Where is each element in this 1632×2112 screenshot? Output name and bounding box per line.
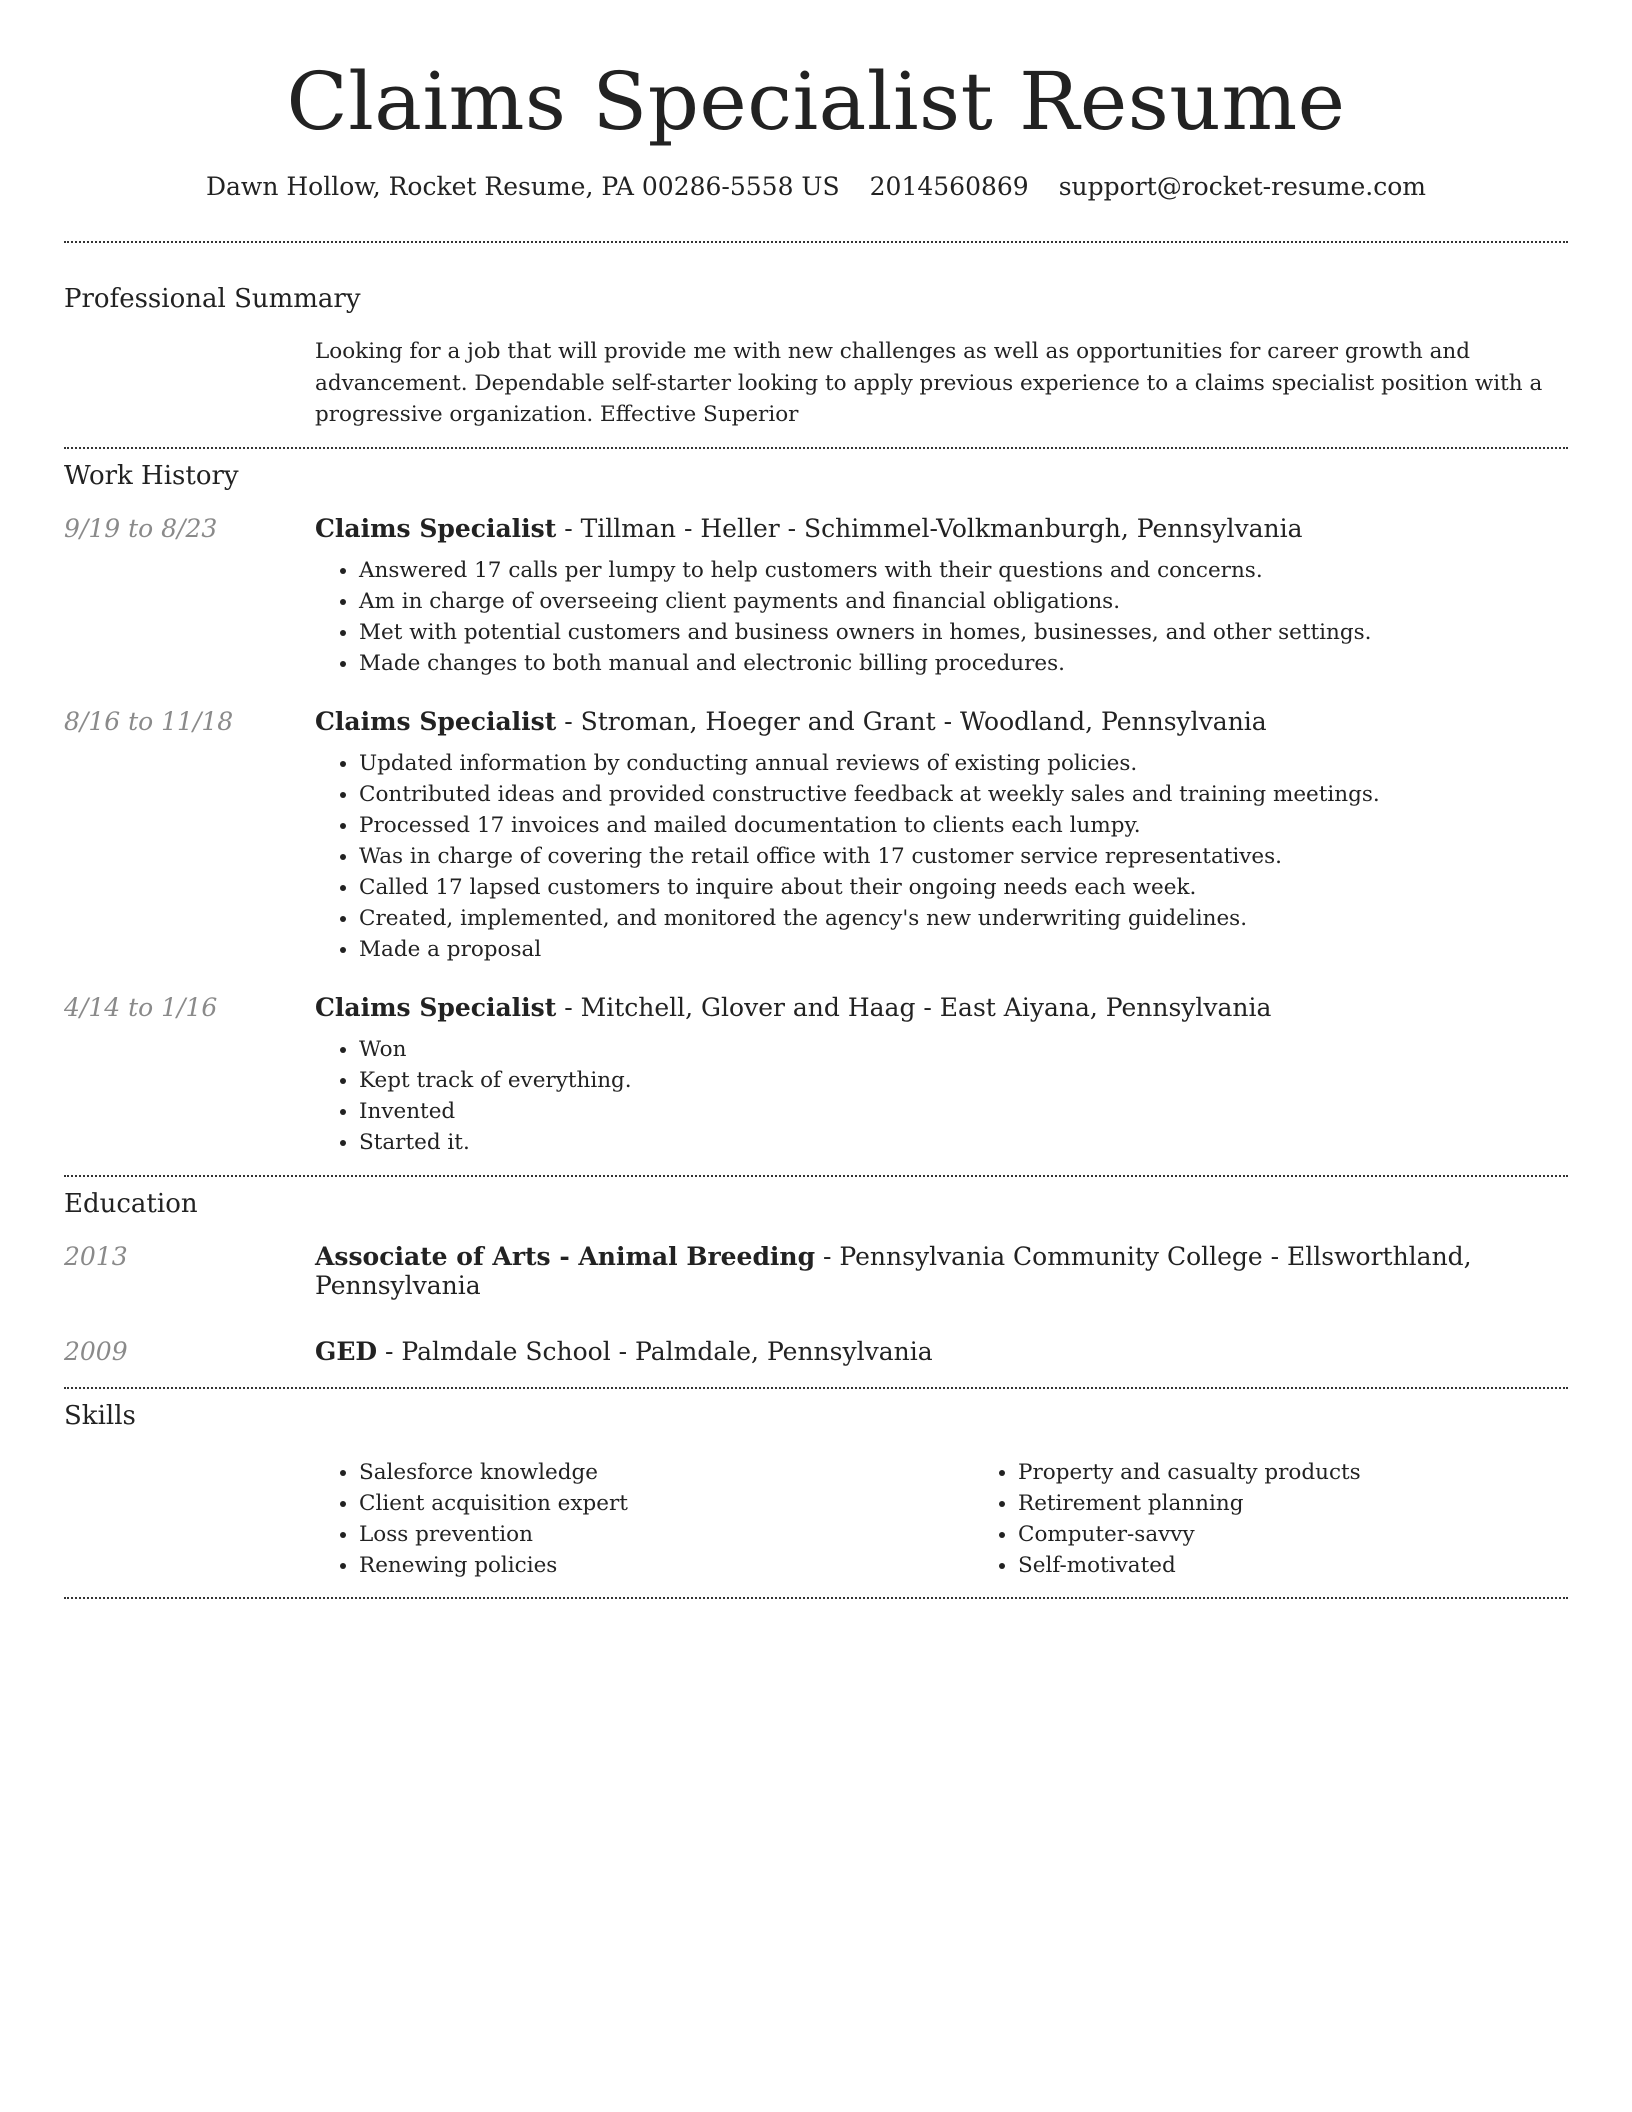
- skill-item: • Renewing policies: [359, 1550, 974, 1581]
- resume-page: [64, 0, 1568, 1599]
- education-heading-line: [315, 1242, 1568, 1300]
- job-bullet: • Invented: [359, 1096, 1568, 1127]
- job-heading: [315, 514, 1568, 543]
- skills-heading: Skills: [64, 1400, 136, 1431]
- education-heading: Education: [64, 1188, 198, 1219]
- job-bullet: • Kept track of everything.: [359, 1065, 1568, 1096]
- skills-columns: [315, 1457, 1632, 1581]
- summary-text: Looking for a job that will provide me with new challenges as well as opportunities for career growth and advancement. Dependable self-starter looking to apply previous experience to a claims specialist position with a progressive organization. Effective Superior: [315, 339, 1543, 427]
- summary-divider: [64, 447, 1568, 449]
- summary-heading: Professional Summary: [64, 284, 361, 314]
- job-title: Claims Specialist: [315, 513, 557, 543]
- summary-row: [64, 336, 1568, 431]
- education-degree: Associate of Arts - Animal Breeding: [315, 1241, 816, 1271]
- job-bullet: • Made a proposal: [359, 934, 1568, 965]
- skill-item: • Property and casualty products: [1018, 1457, 1632, 1488]
- job-entry: [64, 707, 1568, 965]
- education-heading-line: [315, 1337, 1568, 1366]
- job-bullet: • Am in charge of overseeing client payments and financial obligations.: [359, 586, 1568, 617]
- contact-address: Dawn Hollow, Rocket Resume, PA 00286-5558 US: [205, 172, 840, 201]
- job-dates: 8/16 to 11/18: [64, 706, 234, 736]
- job-dates: 4/14 to 1/16: [64, 992, 218, 1022]
- education-entry: [64, 1337, 1568, 1366]
- skill-item: • Retirement planning: [1018, 1488, 1632, 1519]
- education-year: 2013: [64, 1241, 128, 1271]
- skill-item: • Client acquisition expert: [359, 1488, 974, 1519]
- job-heading: [315, 707, 1568, 736]
- job-title: Claims Specialist: [315, 706, 557, 736]
- job-content: [315, 514, 1568, 679]
- contact-line: [64, 172, 1568, 201]
- job-bullet: • Won: [359, 1034, 1568, 1065]
- job-dates: 9/19 to 8/23: [64, 513, 218, 543]
- skill-item: • Self-motivated: [1018, 1550, 1632, 1581]
- resume-title: Claims Specialist Resume: [286, 55, 1346, 148]
- header-divider: [64, 241, 1568, 243]
- education-degree: GED: [315, 1336, 378, 1366]
- job-heading: [315, 993, 1568, 1022]
- job-bullets: [315, 748, 1568, 965]
- job-bullet: • Created, implemented, and monitored the agency's new underwriting guidelines.: [359, 903, 1568, 934]
- job-bullet: • Called 17 lapsed customers to inquire about their ongoing needs each week.: [359, 872, 1568, 903]
- work-divider: [64, 1175, 1568, 1177]
- education-year: 2009: [64, 1336, 128, 1366]
- contact-phone: 2014560869: [869, 172, 1029, 201]
- skills-divider: [64, 1597, 1568, 1599]
- contact-email: support@rocket-resume.com: [1058, 172, 1427, 201]
- job-content: [315, 993, 1568, 1158]
- job-bullet: • Updated information by conducting annual reviews of existing policies.: [359, 748, 1568, 779]
- job-bullet: • Was in charge of covering the retail office with 17 customer service representatives.: [359, 841, 1568, 872]
- job-bullet: • Met with potential customers and business owners in homes, businesses, and other settings.: [359, 617, 1568, 648]
- skill-item: • Salesforce knowledge: [359, 1457, 974, 1488]
- education-details: - Pennsylvania Community College - Ellsworthland, Pennsylvania: [315, 1241, 1472, 1300]
- job-content: [315, 707, 1568, 965]
- education-details: - Palmdale School - Palmdale, Pennsylvania: [377, 1336, 933, 1366]
- skills-row: [64, 1457, 1568, 1581]
- job-bullet: • Contributed ideas and provided constructive feedback at weekly sales and training meetings.: [359, 779, 1568, 810]
- work-heading: Work History: [64, 460, 239, 491]
- job-bullet: • Answered 17 calls per lumpy to help customers with their questions and concerns.: [359, 555, 1568, 586]
- skills-list-right: [974, 1457, 1632, 1581]
- job-details: - Tillman - Heller - Schimmel-Volkmanburgh, Pennsylvania: [556, 513, 1303, 543]
- job-title: Claims Specialist: [315, 992, 557, 1022]
- skills-spacer: [64, 1457, 315, 1581]
- job-bullets: [315, 1034, 1568, 1158]
- education-entry: [64, 1242, 1568, 1300]
- job-entry: [64, 514, 1568, 679]
- skill-item: • Computer-savvy: [1018, 1519, 1632, 1550]
- skills-list-left: [315, 1457, 974, 1581]
- job-details: - Stroman, Hoeger and Grant - Woodland, Pennsylvania: [556, 706, 1267, 736]
- job-bullets: [315, 555, 1568, 679]
- education-divider: [64, 1387, 1568, 1389]
- job-bullet: • Started it.: [359, 1127, 1568, 1158]
- skill-item: • Loss prevention: [359, 1519, 974, 1550]
- job-bullet: • Made changes to both manual and electronic billing procedures.: [359, 648, 1568, 679]
- job-details: - Mitchell, Glover and Haag - East Aiyana, Pennsylvania: [556, 992, 1272, 1022]
- job-entry: [64, 993, 1568, 1158]
- job-bullet: • Processed 17 invoices and mailed documentation to clients each lumpy.: [359, 810, 1568, 841]
- summary-spacer: [64, 336, 315, 431]
